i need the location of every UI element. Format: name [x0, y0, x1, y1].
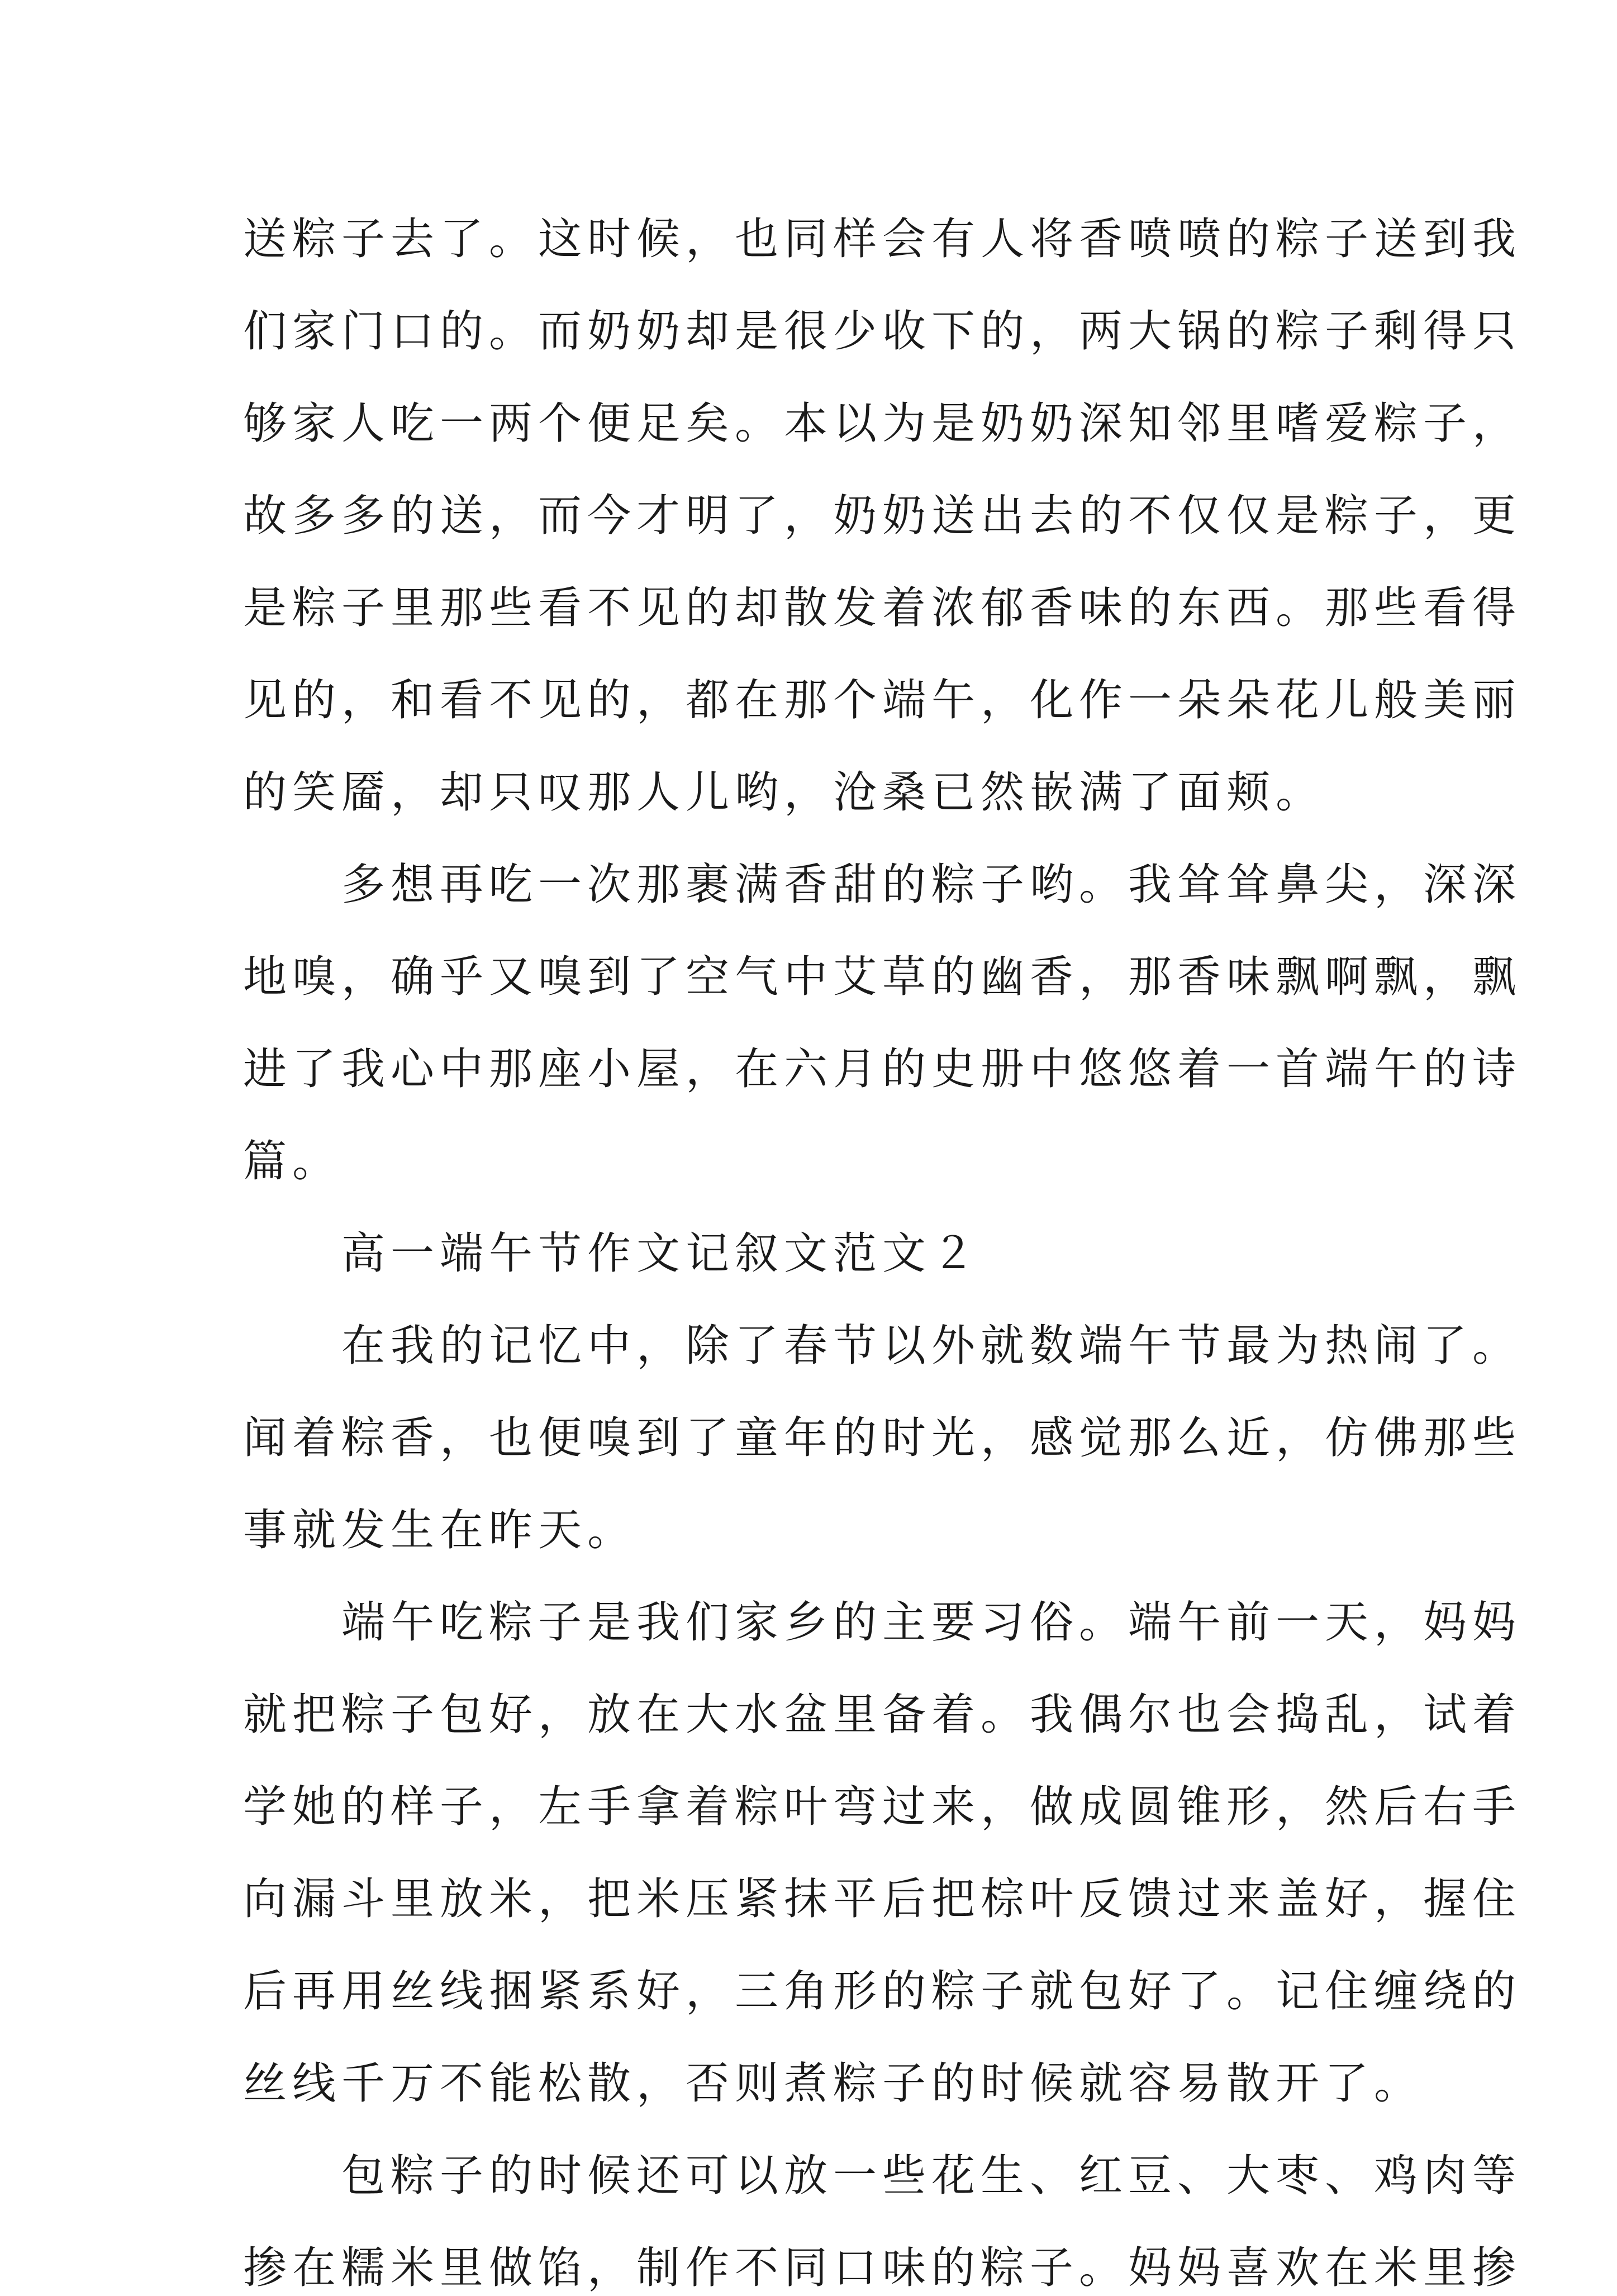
- text-line: 够家人吃一两个便足矣。本以为是奶奶深知邻里嗜爱粽子，: [243, 399, 1522, 449]
- text-line: 是粽子里那些看不见的却散发着浓郁香味的东西。那些看得: [243, 583, 1522, 633]
- text-line: 进了我心中那座小屋，在六月的史册中悠悠着一首端午的诗: [243, 1044, 1522, 1094]
- text-line: 篇。: [243, 1136, 342, 1187]
- text-line: 们家门口的。而奶奶却是很少收下的，两大锅的粽子剩得只: [243, 306, 1522, 357]
- text-line: 后再用丝线捆紧系好，三角形的粽子就包好了。记住缠绕的: [243, 1966, 1522, 2017]
- text-line: 送粽子去了。这时候，也同样会有人将香喷喷的粽子送到我: [243, 214, 1522, 264]
- text-line: 见的，和看不见的，都在那个端午，化作一朵朵花儿般美丽: [243, 675, 1522, 725]
- text-line: 端午吃粽子是我们家乡的主要习俗。端午前一天，妈妈: [243, 1597, 1522, 1648]
- text-line: 包粽子的时候还可以放一些花生、红豆、大枣、鸡肉等: [243, 2151, 1522, 2201]
- text-line: 就把粽子包好，放在大水盆里备着。我偶尔也会捣乱，试着: [243, 1690, 1522, 1740]
- text-line: 事就发生在昨天。: [243, 1505, 637, 1555]
- text-line: 故多多的送，而今才明了，奶奶送出去的不仅仅是粽子，更: [243, 491, 1522, 541]
- text-line: 学她的样子，左手拿着粽叶弯过来，做成圆锥形，然后右手: [243, 1782, 1522, 1832]
- text-line: 在我的记忆中，除了春节以外就数端午节最为热闹了。: [243, 1321, 1522, 1371]
- text-line: 多想再吃一次那裹满香甜的粽子哟。我耸耸鼻尖，深深: [243, 860, 1522, 910]
- text-line: 掺在糯米里做馅，制作不同口味的粽子。妈妈喜欢在米里掺: [243, 2243, 1522, 2293]
- text-line: 的笑靥，却只叹那人儿哟，沧桑已然嵌满了面颊。: [243, 767, 1325, 818]
- section-heading: 高一端午节作文记叙文范文２: [243, 1228, 981, 1279]
- text-line: 地嗅，确乎又嗅到了空气中艾草的幽香，那香味飘啊飘，飘: [243, 952, 1522, 1002]
- text-line: 闻着粽香，也便嗅到了童年的时光，感觉那么近，仿佛那些: [243, 1413, 1522, 1463]
- text-line: 向漏斗里放米，把米压紧抹平后把棕叶反馈过来盖好，握住: [243, 1874, 1522, 1924]
- text-line: 丝线千万不能松散，否则煮粽子的时候就容易散开了。: [243, 2058, 1424, 2109]
